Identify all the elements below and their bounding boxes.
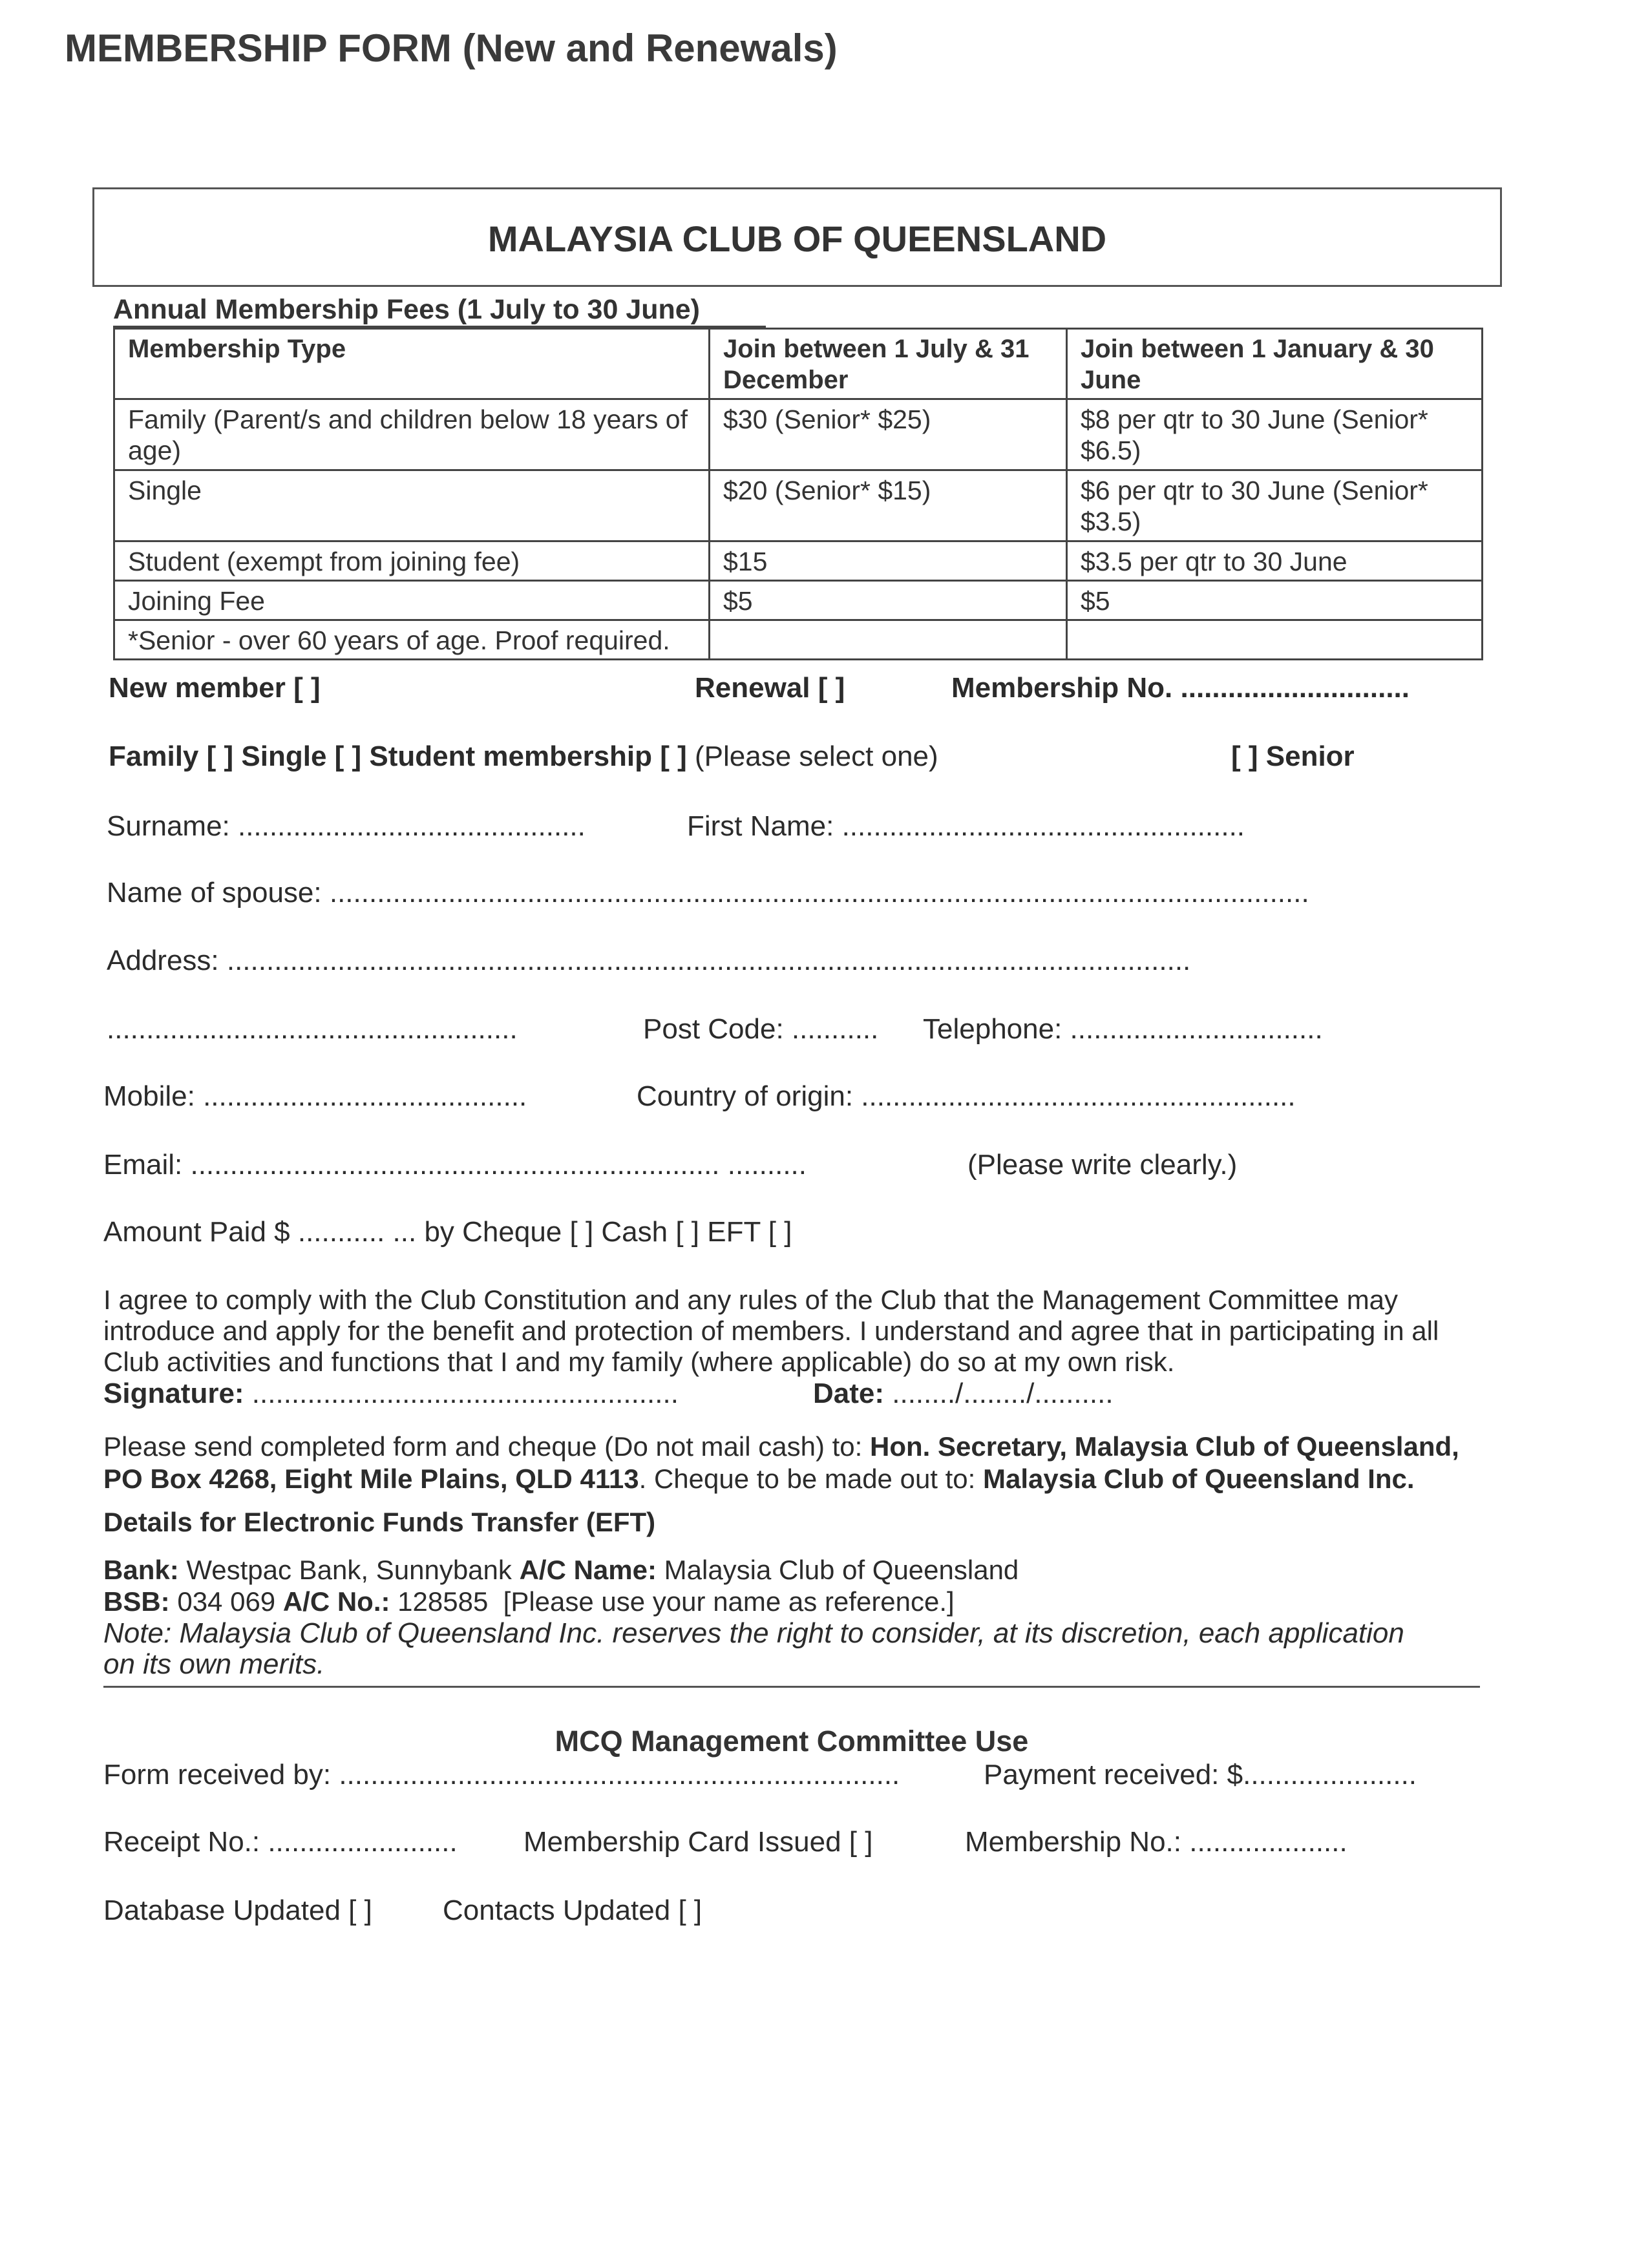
contacts-updated-checkbox[interactable]: Contacts Updated [ ] — [443, 1895, 703, 1926]
cheque-payee: Malaysia Club of Queensland Inc. — [983, 1464, 1415, 1494]
receipt-no-field[interactable]: Receipt No.: ........................ — [103, 1826, 458, 1858]
cell: Single — [114, 470, 710, 541]
date-field[interactable]: ......../......../.......... — [884, 1378, 1114, 1409]
address-field[interactable]: Address: .......................................................................................................................... — [107, 945, 1191, 976]
signature-field[interactable]: ...................................................... — [244, 1378, 679, 1409]
cell: $30 (Senior* $25) — [710, 399, 1067, 470]
mobile-field[interactable]: Mobile: ......................................... — [103, 1080, 527, 1112]
ac-no-label: A/C No.: — [282, 1586, 390, 1617]
date-line — [813, 1378, 1114, 1410]
bank-value: Westpac Bank, Sunnybank — [186, 1555, 512, 1585]
send-line-2 — [103, 1464, 1415, 1495]
membership-type-select — [109, 740, 938, 773]
cell: Joining Fee — [114, 581, 710, 620]
send-line-1 — [103, 1431, 1459, 1462]
agreement-line-3: Club activities and functions that I and my family (where applicable) do so at my own risk. — [103, 1347, 1175, 1377]
club-name: MALAYSIA CLUB OF QUEENSLAND — [487, 218, 1107, 259]
amount-paid-field[interactable]: Amount Paid $ ........... ... by Cheque [ ] Cash [ ] EFT [ ] — [103, 1216, 792, 1248]
cell: $8 per qtr to 30 June (Senior* $6.5) — [1067, 399, 1483, 470]
new-member-checkbox[interactable]: New member [ ] — [109, 672, 321, 704]
agreement-line-1: I agree to comply with the Club Constitution and any rules of the Club that the Management Committee may — [103, 1285, 1399, 1315]
bsb-label: BSB: — [103, 1586, 170, 1617]
fees-row-family — [114, 399, 1483, 470]
cell: Family (Parent/s and children below 18 years of age) — [114, 399, 710, 470]
first-name-field[interactable]: First Name: ................................................... — [687, 810, 1245, 842]
ac-name-value: Malaysia Club of Queensland — [664, 1555, 1019, 1585]
database-updated-checkbox[interactable]: Database Updated [ ] — [103, 1895, 372, 1926]
surname-field[interactable]: Surname: ............................................ — [107, 810, 586, 842]
club-name-box — [92, 187, 1502, 287]
cell — [710, 620, 1067, 660]
cell: $15 — [710, 541, 1067, 581]
col-header-type: Membership Type — [114, 329, 710, 399]
fees-table — [113, 328, 1483, 660]
discretion-note-line-1: Note: Malaysia Club of Queensland Inc. reserves the right to consider, at its discretion, each application — [103, 1617, 1404, 1649]
fees-row-senior-note — [114, 620, 1483, 660]
select-one-note: (Please select one) — [695, 740, 938, 772]
eft-bsb-line — [103, 1586, 955, 1617]
membership-card-issued-checkbox[interactable]: Membership Card Issued [ ] — [523, 1826, 873, 1858]
fees-row-student — [114, 541, 1483, 581]
bank-label: Bank: — [103, 1555, 179, 1585]
telephone-field[interactable]: Telephone: ................................ — [923, 1013, 1323, 1045]
fees-row-joining-fee — [114, 581, 1483, 620]
eft-bank-line — [103, 1555, 1019, 1586]
cell: Student (exempt from joining fee) — [114, 541, 710, 581]
col-header-july-dec: Join between 1 July & 31 December — [710, 329, 1067, 399]
office-membership-no-field[interactable]: Membership No.: .................... — [965, 1826, 1347, 1858]
spouse-name-field[interactable]: Name of spouse: ............................................................................................................................ — [107, 877, 1309, 908]
student-checkbox[interactable]: Student membership [ ] — [369, 740, 687, 772]
cell: $20 (Senior* $15) — [710, 470, 1067, 541]
po-box: PO Box 4268, Eight Mile Plains, QLD 4113 — [103, 1464, 639, 1494]
agreement-line-2: introduce and apply for the benefit and protection of members. I understand and agree that in participating in all — [103, 1316, 1439, 1346]
signature-label: Signature: — [103, 1378, 244, 1409]
post-code-field[interactable]: Post Code: ........... — [643, 1013, 879, 1045]
email-field[interactable]: Email: ................................................................... .......... — [103, 1149, 807, 1181]
single-checkbox[interactable]: Single [ ] — [241, 740, 362, 772]
fees-row-single — [114, 470, 1483, 541]
cell: $6 per qtr to 30 June (Senior* $3.5) — [1067, 470, 1483, 541]
membership-no-field[interactable]: Membership No. ............................. — [951, 672, 1410, 704]
section-divider — [103, 1686, 1480, 1688]
cell — [1067, 620, 1483, 660]
col-header-jan-jun: Join between 1 January & 30 June — [1067, 329, 1483, 399]
bsb-value: 034 069 — [177, 1586, 276, 1617]
form-title: MEMBERSHIP FORM (New and Renewals) — [65, 26, 838, 70]
ac-no-value: 128585 — [397, 1586, 489, 1617]
email-note: (Please write clearly.) — [967, 1149, 1238, 1181]
fees-header-row — [114, 329, 1483, 399]
address-continued-field[interactable]: .................................................... — [107, 1013, 518, 1045]
renewal-checkbox[interactable]: Renewal [ ] — [695, 672, 845, 704]
cell: $5 — [710, 581, 1067, 620]
committee-heading: MCQ Management Committee Use — [555, 1725, 1029, 1758]
fees-heading: Annual Membership Fees (1 July to 30 June) — [113, 294, 700, 325]
cell: *Senior - over 60 years of age. Proof required. — [114, 620, 710, 660]
cell: $5 — [1067, 581, 1483, 620]
discretion-note-line-2: on its own merits. — [103, 1648, 325, 1680]
date-label: Date: — [813, 1378, 885, 1409]
country-of-origin-field[interactable]: Country of origin: ....................................................... — [637, 1080, 1296, 1112]
senior-checkbox[interactable]: [ ] Senior — [1231, 740, 1355, 772]
ac-name-label: A/C Name: — [519, 1555, 657, 1585]
payment-received-field[interactable]: Payment received: $...................... — [984, 1759, 1417, 1790]
secretary-address: Hon. Secretary, Malaysia Club of Queensland, — [869, 1431, 1459, 1462]
family-checkbox[interactable]: Family [ ] — [109, 740, 234, 772]
cell: $3.5 per qtr to 30 June — [1067, 541, 1483, 581]
signature-line — [103, 1378, 679, 1410]
send-instruction: Please send completed form and cheque (Do not mail cash) to: — [103, 1431, 863, 1462]
eft-heading: Details for Electronic Funds Transfer (EFT) — [103, 1507, 656, 1537]
reference-note: [Please use your name as reference.] — [503, 1586, 955, 1617]
form-received-by-field[interactable]: Form received by: ....................................................................... — [103, 1759, 900, 1790]
cheque-instruction: . Cheque to be made out to: — [639, 1464, 976, 1494]
